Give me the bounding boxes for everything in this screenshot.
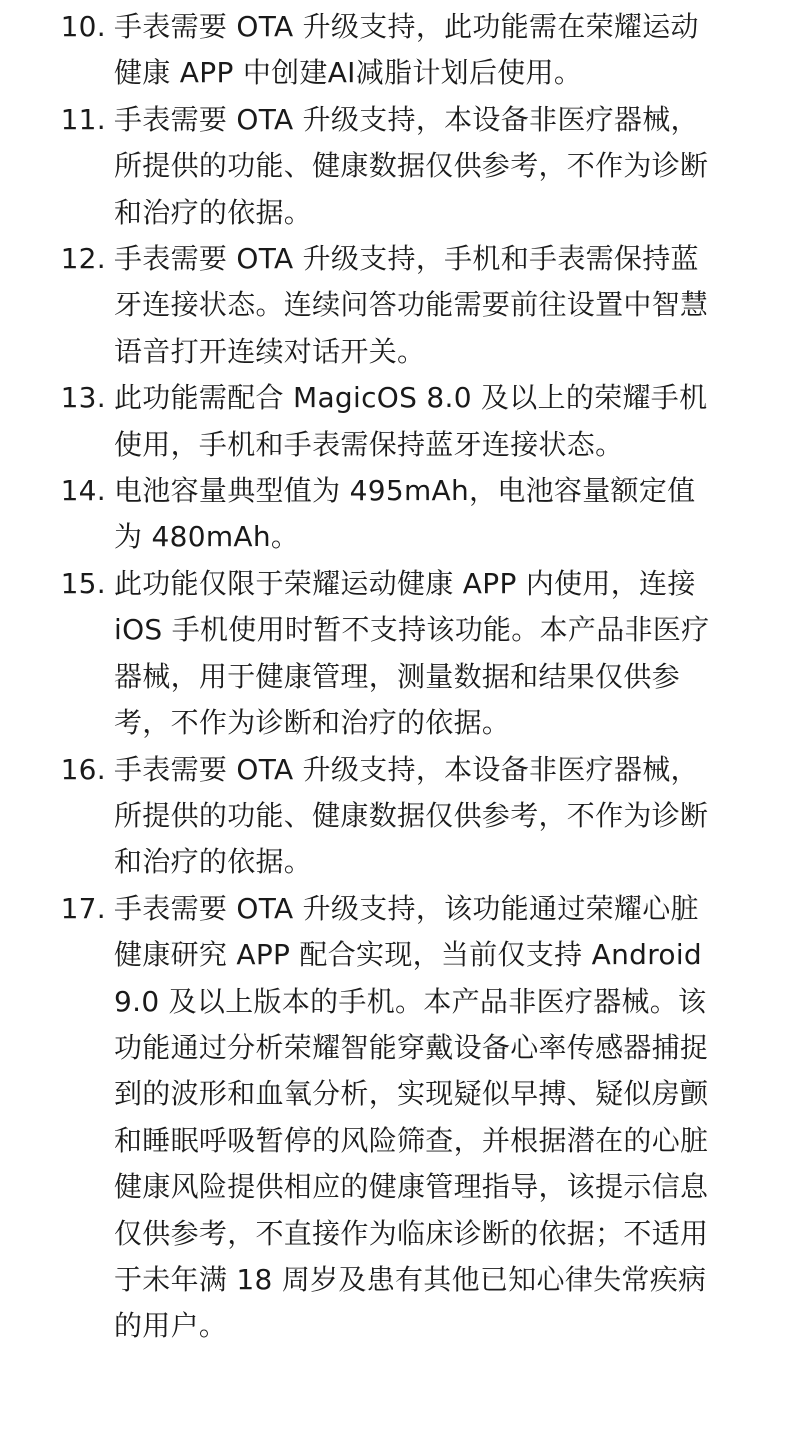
footnote-item	[0, 97, 790, 236]
footnote-item	[0, 4, 790, 97]
footnote-text: 手表需要 OTA 升级支持，本设备非医疗器械，所提供的功能、健康数据仅供参考，不作为诊断和治疗的依据。	[114, 752, 709, 879]
footnote-number: 14.	[60, 474, 106, 508]
footnote-item	[0, 468, 790, 561]
footnote-text: 手表需要 OTA 升级支持，该功能通过荣耀心脏健康研究 APP 配合实现，当前仅支持 Android 9.0 及以上版本的手机。本产品非医疗器械。该功能通过分析荣耀智能穿戴设备心率传感器捕捉到的波形和血氧分析，实现疑似早搏、疑似房颤和睡眠呼吸暂停的风险筛查，并根据潜在的心脏健康风险提供相应的健康管理指导，该提示信息仅供参考，不直接作为临床诊断的依据；不适用于未年满 18 周岁及患有其他已知心律失常疾病的用户。	[114, 891, 709, 1343]
footnote-number: 11.	[60, 102, 106, 136]
footnote-list	[0, 4, 790, 1350]
footnote-item	[0, 375, 790, 468]
footnote-number: 13.	[60, 381, 106, 415]
footnote-item	[0, 747, 790, 886]
footnote-number: 10.	[60, 10, 106, 43]
footnote-text: 手表需要 OTA 升级支持，手机和手表需保持蓝牙连接状态。连续问答功能需要前往设置中智慧语音打开连续对话开关。	[114, 242, 709, 368]
footnote-number: 12.	[60, 242, 106, 276]
footnote-item	[0, 886, 790, 1350]
footnote-text: 此功能需配合 MagicOS 8.0 及以上的荣耀手机使用，手机和手表需保持蓝牙连接状态。	[114, 381, 708, 461]
footnote-text: 手表需要 OTA 升级支持，此功能需在荣耀运动健康 APP 中创建AI减脂计划后使用。	[114, 10, 699, 90]
footnote-text: 此功能仅限于荣耀运动健康 APP 内使用，连接 iOS 手机使用时暂不支持该功能。本产品非医疗器械，用于健康管理，测量数据和结果仅供参考，不作为诊断和治疗的依据。	[114, 566, 710, 740]
footnote-item	[0, 561, 790, 747]
footnote-number: 15.	[60, 566, 106, 600]
footnote-number: 17.	[60, 891, 106, 925]
footnote-number: 16.	[60, 752, 106, 786]
footnote-text: 手表需要 OTA 升级支持，本设备非医疗器械，所提供的功能、健康数据仅供参考，不作为诊断和治疗的依据。	[114, 102, 709, 229]
footnote-text: 电池容量典型值为 495mAh，电池容量额定值为 480mAh。	[114, 474, 696, 554]
footnote-item	[0, 236, 790, 375]
